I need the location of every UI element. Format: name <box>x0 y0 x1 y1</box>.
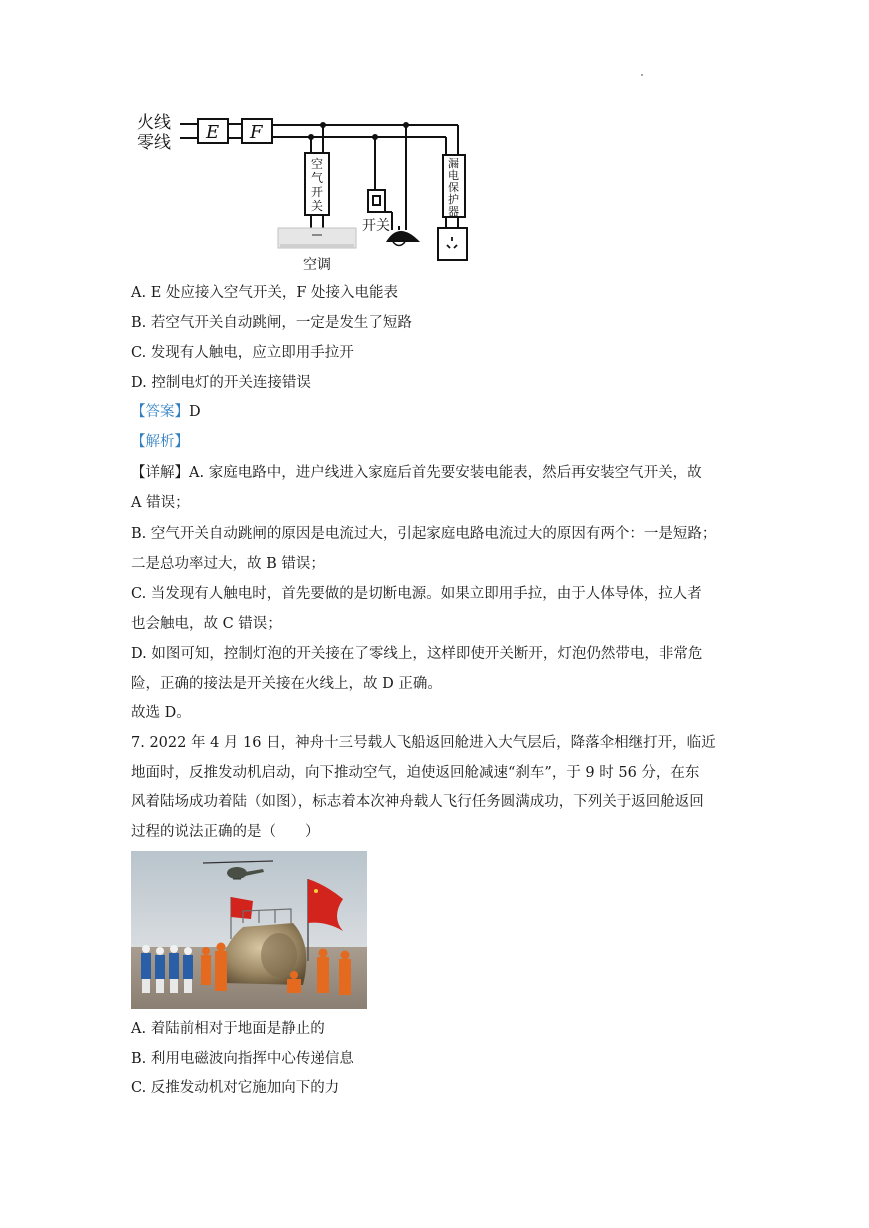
q7-option-c: C. 反推发动机对它施加向下的力 <box>131 1080 340 1096</box>
air-switch-char: 关 <box>311 199 324 213</box>
q7-stem-line: 风着陆场成功着陆（如图），标志着本次神舟载人飞行任务圆满成功，下列关于返回舱返回 <box>131 794 704 810</box>
detail-line: 险，正确的接法是开关接在火线上，故 D 正确。 <box>131 676 442 692</box>
q6-option-b: B. 若空气开关自动跳闸，一定是发生了短路 <box>131 315 412 331</box>
q6-option-c: C. 发现有人触电，应立即用手拉开 <box>131 345 354 361</box>
detail-line: C. 当发现有人触电时，首先要做的是切断电源。如果立即用手拉，由于人体导体，拉人者 <box>131 586 702 602</box>
detail-line: 二是总功率过大，故 B 错误； <box>131 556 325 572</box>
live-wire-label: 火线 <box>137 113 171 133</box>
leakage-char: 漏 <box>448 157 459 170</box>
q7-option-b: B. 利用电磁波向指挥中心传递信息 <box>131 1051 354 1067</box>
detail-line: 故选 D。 <box>131 705 191 721</box>
q7-option-a: A. 着陆前相对于地面是静止的 <box>131 1021 325 1037</box>
q7-stem-line: 地面时，反推发动机启动，向下推动空气，迫使返回舱减速“刹车”，于 9 时 56 分，在东 <box>131 765 700 781</box>
air-switch-char: 气 <box>311 171 324 185</box>
leakage-char: 电 <box>448 169 459 182</box>
leakage-char: 护 <box>448 193 459 206</box>
answer-tag: 【答案】 <box>131 404 189 420</box>
household-circuit-diagram <box>130 108 480 278</box>
air-conditioner-icon <box>278 228 356 248</box>
q7-stem-line: 7. 2022 年 4 月 16 日，神舟十三号载人飞船返回舱进入大气层后，降落伞相继打开，临近 <box>131 735 716 751</box>
answer-value: D <box>189 404 201 420</box>
capsule-landing-photo <box>131 851 367 1009</box>
box-f-label: F <box>250 122 263 143</box>
switch-label: 开关 <box>362 218 390 234</box>
box-e-label: E <box>206 122 220 143</box>
q7-stem-line: 过程的说法正确的是（ ） <box>131 824 320 840</box>
detail-line: D. 如图可知，控制灯泡的开关接在了零线上，这样即使开关断开，灯泡仍然带电，非常危 <box>131 646 703 662</box>
neutral-wire-label: 零线 <box>137 133 171 153</box>
q6-option-d: D. 控制电灯的开关连接错误 <box>131 375 311 391</box>
air-switch-char: 开 <box>311 185 324 199</box>
detail-line: 【详解】A. 家庭电路中，进户线进入家庭后首先要安装电能表，然后再安装空气开关，故 <box>131 465 702 481</box>
air-switch-char: 空 <box>311 157 324 171</box>
detail-line: A 错误； <box>131 495 190 511</box>
leakage-char: 器 <box>448 205 459 218</box>
page-mark <box>641 74 643 76</box>
q6-option-a: A. E 处应接入空气开关，F 处接入电能表 <box>131 285 399 301</box>
leakage-char: 保 <box>448 181 459 194</box>
answer-line <box>131 402 201 422</box>
detail-line: 也会触电，故 C 错误； <box>131 616 282 632</box>
analysis-tag: 【解析】 <box>131 434 189 450</box>
air-conditioner-label: 空调 <box>303 257 331 273</box>
detail-line: B. 空气开关自动跳闸的原因是电流过大，引起家庭电路电流过大的原因有两个：一是短路； <box>131 526 717 542</box>
